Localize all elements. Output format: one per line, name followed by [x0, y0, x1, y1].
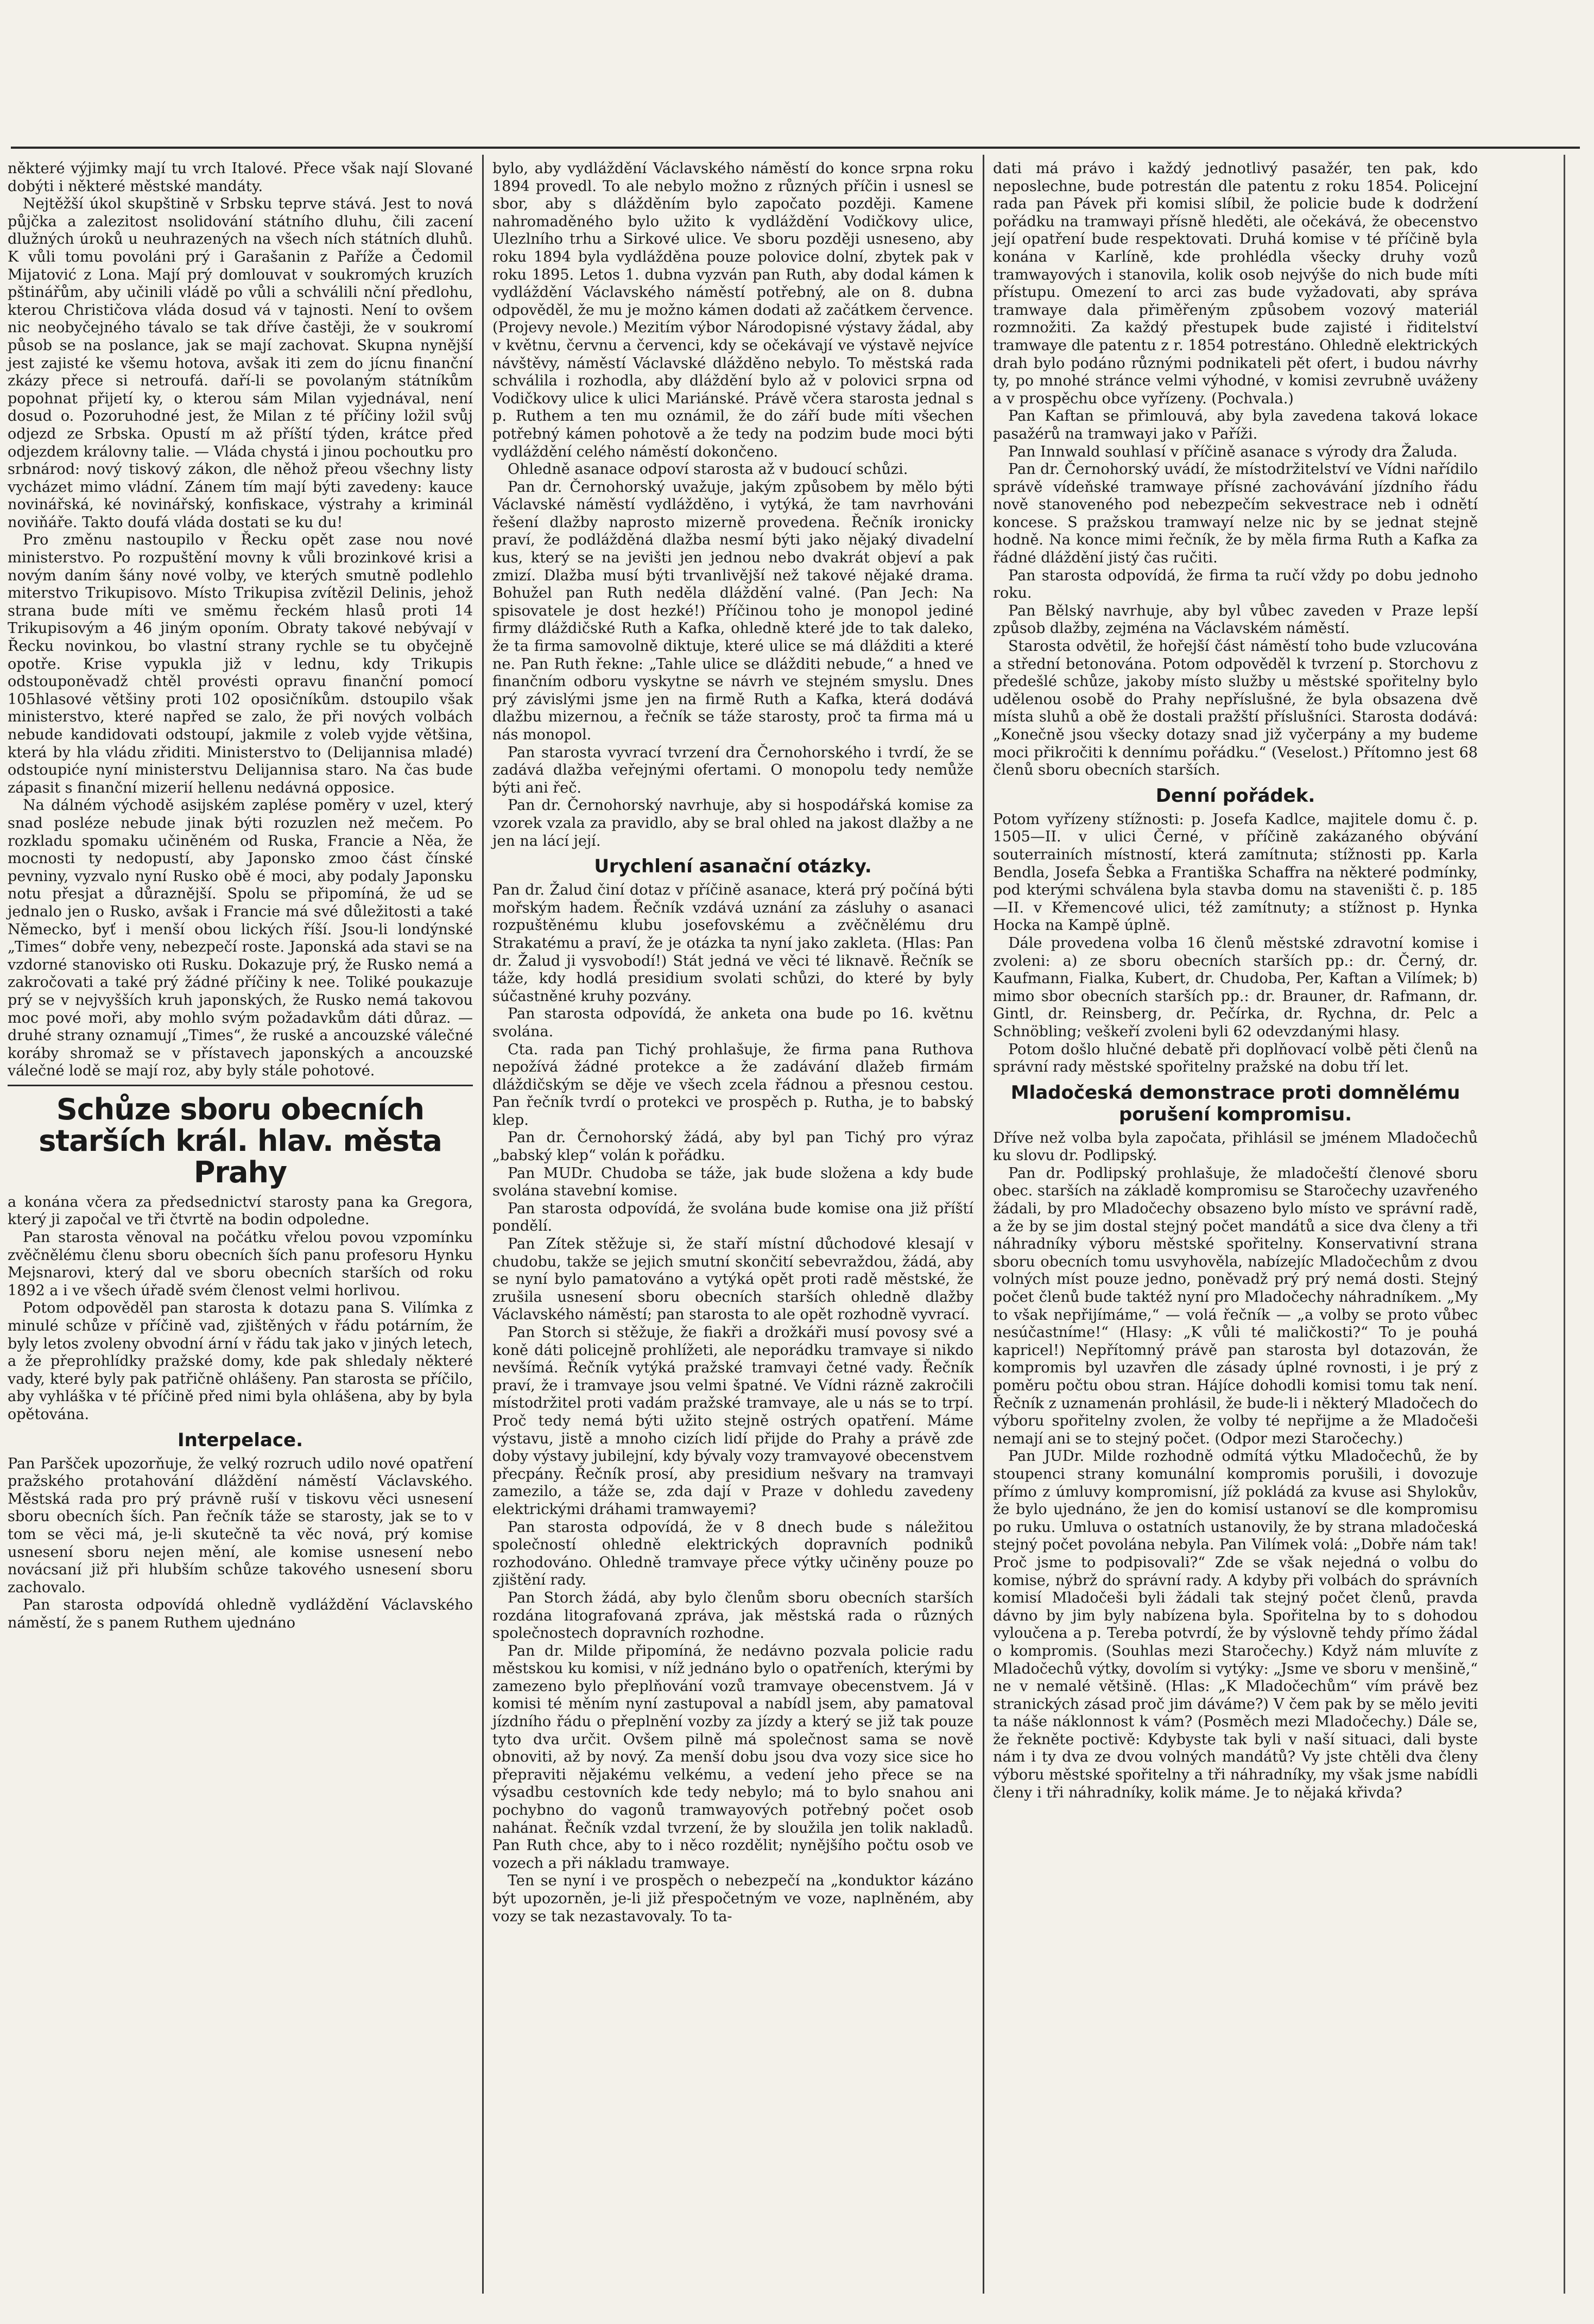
paragraph: bylo, aby vydláždění Václavského náměstí do konce srpna roku 1894 provedl. To ale nebylo možno z různých příčin i usnesl se sbor, aby s dlážděním bylo započato později. Kamene nahromaděného bylo užito k vydláždění Vodičkovy ulice, Ulezlního trhu a Sirkové ulice. Ve sboru později usneseno, aby roku 1894 byla vydlážděna pouze polovice dolní, zbytek pak v roku 1895. Letos 1. dubna vyzván pan Ruth, aby dodal kámen k vydláždění Václavského náměstí potřebný, ale on 8. dubna odpověděl, že mu je možno kámen dodati až začátkem července. (Projevy nevole.) Mezitím výbor Národopisné výstavy žádal, aby v květnu, červnu a červenci, kdy se očekávají ve výstavě nejvíce návštěvy, náměstí Václavské dlážděno nebylo. To městská rada schválila i rozhodla, aby dláždění bylo až v polovici srpna od Vodičkovy ulice k ulici Mariánské. Právě včera starosta jednal s p. Ruthem a ten mu oznámil, že do září bude míti všechen potřebný kámen pohotově a že tedy na podzim bude moci býti vydláždění celého náměstí dokončeno.	[492, 160, 973, 460]
section-heading: Mladočeská demonstrace proti domnělému porušení kompromisu.	[1010, 1081, 1460, 1125]
paragraph: Pan Zítek stěžuje si, že staří místní důchodové klesají v chudobu, takže se jejich smutní skončití sebevraždou, žádá, aby se nyní bylo pamatováno a vytýká opět proti radě městské, že zrušila usnesení sboru obecních starších ohledně dlažby Václavského náměstí; pan starosta to ale opět rozhodně vyvrací.	[492, 1236, 973, 1324]
article-heading: Schůze sboru obecních starších král. hlav. města Prahy	[39, 1092, 442, 1189]
column-separator	[482, 155, 484, 2294]
paragraph: Pan starosta odpovídá, že firma ta ručí vždy po dobu jednoho roku.	[993, 567, 1478, 602]
section-heading: Interpelace.	[177, 1429, 303, 1451]
paragraph: Dále provedena volba 16 členů městské zdravotní komise i zvoleni: a) ze sboru obecních starších pp.: dr. Černý, dr. Kaufmann, Fialka, Kubert, dr. Chudoba, Per, Kaftan a Vilímek; b) mimo sbor obecních starších pp.: dr. Brauner, dr. Rafmann, dr. Gintl, dr. Reinsberg, dr. Pečírka, dr. Rychna, dr. Pelc a Schnöbling; veškeří zvoleni byli 62 odevzdanými hlasy.	[993, 934, 1478, 1040]
paragraph: Pan starosta odpovídá, že v 8 dnech bude s náležitou společností ohledně elektrických dopravních podniků rozhodováno. Ohledně tramvaye přece výtky učiněny pouze po zjištění rady.	[492, 1518, 973, 1589]
paragraph: Potom odpověděl pan starosta k dotazu pana S. Vilímka z minulé schůze v příčině vad, zjištěných v řádu potárním, že byly letos zvoleny obvodní ární v řádu tak jako v jiných letech, a že přeprohlídky pražské domy, kde pak shledaly některé vady, které byly pak patřičně ohlášeny. Pan starosta se příčilo, aby vyhláška v té příčině před nimi byla ohlášena, aby by byla opětována.	[8, 1300, 473, 1423]
paragraph: Pan Kaftan se přimlouvá, aby byla zavedena taková lokace pasažérů na tramwayi jako v Paříži.	[993, 408, 1478, 442]
paragraph: Pan Storch žádá, aby bylo členům sboru obecních starších rozdána litografovaná zpráva, jak městská rada o různých společnostech dopravních rozhodne.	[492, 1589, 973, 1642]
paragraph: Pan Paršček upozorňuje, že velký rozruch udilo nové opatření pražského protahování dláždění náměstí Václavského. Městská rada pro prý právně ruší v tiskovu věci usnesení sboru obecních ších. Pan řečník táže se starosty, jak se to v tom se věci má, je-li skutečně ta věc nová, prý komise usnesení sboru nejen mění, ale komise usnesení nebo novácsaní již při hlubším schůze takového usnesení sboru zachovalo.	[8, 1455, 473, 1596]
paragraph: Pan dr. Černohorský navrhuje, aby si hospodářská komise za vzorek vzala za pravidlo, aby se bral ohled na jakost dlažby a ne jen na lácí její.	[492, 797, 973, 850]
paragraph: Pan starosta odpovídá, že anketa ona bude po 16. květnu svolána.	[492, 1005, 973, 1040]
paragraph: Potom vyřízeny stížnosti: p. Josefa Kadlce, majitele domu č. p. 1505—II. v ulici Černé, v příčině zakázaného obývání souterrainích místností, která zamítnuta; stížnosti pp. Karla Bendla, Josefa Šebka a Františka Schaffra na některé podmínky, pod kterými schválena byla stavba domu na staveništi č. p. 185—II. v Křemencové ulici, též zamítnuty; a stížnost p. Hynka Hocka na Kampě úplně.	[993, 810, 1478, 934]
column-2	[485, 155, 981, 2313]
paragraph: Pan dr. Milde připomíná, že nedávno pozvala policie radu městskou ku komisi, v níž jednáno bylo o opatřeních, kterými by zamezeno bylo přeplňování vozů tramvaye obecenstvem. Já v komisi té měním nyní zastupoval a nabídl jsem, aby pamatoval jízdního řádu o přeplnění vozby za jízdy a který se již tak pouze tyto dva určit. Ovšem pilně má společnost sama se nově obnoviti, až by nový. Za menší dobu jsou dva vozy sice sice ho přepraviti nějakému velkému, a vedení jeho přece se na výsadbu cestovních kde tedy nebylo; má to bylo snahou ani pochybno do vagonů tramwayových potřebný počet osob nahánat. Řečník vzdal tvrzení, že by sloužila jen tolik nakladů. Pan Ruth chce, aby to i něco rozdělit; nynějšího počtu osob ve vozech a při nákladu tramwaye.	[492, 1642, 973, 1872]
paragraph: Cta. rada pan Tichý prohlašuje, že firma pana Ruthova nepožívá žádné protekce a že zadávání dlažeb firmám dláždičským se děje ve všech zcela řádnou a přesnou cestou. Pan řečník tvrdí o protekci ve prospěch p. Rutha, je to babský klep.	[492, 1041, 973, 1129]
paragraph: Pan starosta vyvrací tvrzení dra Černohorského i tvrdí, že se zadává dlažba veřejnými ofertami. O monopolu tedy nemůže býti ani řeč.	[492, 744, 973, 796]
paragraph: některé výjimky mají tu vrch Italové. Přece však nají Slované dobýti i některé městské mandáty.	[8, 160, 473, 195]
paragraph: a konána včera za předsednictví starosty pana ka Gregora, který ji započal ve tři čtvrtě na bodin odpoledne.	[8, 1193, 473, 1229]
paragraph: Pan dr. Podlipský prohlašuje, že mladočeští členové sboru obec. starších na základě kompromisu se Staročechy uzavřeného žádali, by pro Mladočechy obsazeno bylo místo ve správní radě, a že by se jim dostal stejný počet mandátů a sice dva členy a tři náhradníky výboru městské spořitelny. Konservativní strana sboru obecních tomu usvyhověla, nabízejíc Mladočechům z dvou volných míst pouze jedno, poněvadž prý prý nemá dosti. Stejný počet členů bude taktéž nyní pro Mladočechy náhradníkem. „My to však nepřijímáme,“ — volá řečník — „a volby se proto vůbec nesúčastníme!“ (Hlasy: „K vůli té maličkosti?“ To je pouhá kapricel!) Nepřítomný právě pan starosta byl dotazován, že kompromis byl uzavřen dle zásady úplné rovnosti, i je prý z poměru počtu obou stran. Hájíce dohodli komisi tomu tak není. Řečník z uznamenán prohlásil, že bude-li i některý Mladočech do výboru spořitelny zvolen, že volby té nepřijme a že Mladočeši nemají ani se to stejný počet. (Odpor mezi Staročechy.)	[993, 1164, 1478, 1447]
paragraph: Ten se nyní i ve prospěch o nebezpečí na „konduktor kázáno být upozorněn, je-li již přespočetným ve voze, naplněném, aby vozy se tak nezastavovaly. To ta-	[492, 1872, 973, 1925]
section-heading: Urychlení asanační otázky.	[594, 856, 872, 878]
paragraph: Pan MUDr. Chudoba se táže, jak bude složena a kdy bude svolána stavební komise.	[492, 1164, 973, 1200]
paragraph: Nejtěžší úkol skupštině v Srbsku teprve stává. Jest to nová půjčka a zalezitost nsolidování státního dluhu, čili zacení dlužných úroků u neuhrazených na všech ních státních dluhů. K vůli tomu povoláni prý i Garašanin z Paříže a Čedomil Mijatović z Lona. Mají prý domlouvat v soukromých kruzích pštinářům, aby učinili vládě po vůli a schválili nční předlohu, kterou Christičova vláda dosud vá v tajnosti. Není to ovšem nic neobyčejného távalo se tak dříve častěji, že v soukromí působ se na poslance, jak se mají zachovat. Skupna nynější jest zajisté ke všemu hotova, avšak iti zem do jícnu finanční zkázy přece si netroufá. daří-li se povolaným státníkům popohnat přijetí ky, o kterou sám Milan vyjednával, není dosud o. Pozoruhodné jest, že Milan z té příčiny ložil svůj odjezd ze Srbska. Opustí m až příští týden, krátce před odjezdem královny talie. — Vláda chystá i jinou pochoutku pro srbnárod: nový tiskový zákon, dle něhož přeou všechny listy vycházet mimo vládní. Zánem tím mají býti zavedeny: kauce novinářská, ké novinářský, konfiskace, výstrahy a kriminál noviňáře. Takto doufá vláda dostati se ku du!	[8, 195, 473, 531]
paragraph: Pan dr. Černohorský uvádí, že místodržitelství ve Vídni nařídilo správě vídeňské tramwaye přísné zachovávání jízdního řádu nově stanoveného pod nebezpečím sekvestrace neb i odnětí koncese. S pražskou tramwayí nelze nic by se jednat stejně hodně. Na konce mimi řečník, že by měla firma Ruth a Kafka za řádné dláždění jistý čas ručiti.	[993, 461, 1478, 567]
divider	[8, 1085, 473, 1086]
paragraph: Pan dr. Černohorský uvažuje, jakým způsobem by mělo býti Václavské náměstí vydlážděno, i vytýká, že tam navrhováni řešení dlažby naprosto mizerně provedena. Řečník ironicky praví, že podlážděná dlažba nesmí býti jako nějaký divadelní kus, který se na jevišti jen jednou nebo dvakrát objeví a pak zmizí. Dlažba musí býti trvanlivější než takové nějaké drama. Bohužel pan Ruth neděla dláždění valné. (Pan Jech: Na spisovatele je dost hezké!) Příčinou toho je monopol jediné firmy dláždičské Ruth a Kafka, ohledně které jde to tak daleko, že ta firma samovolně diktuje, které ulice se má dlážditi a které ne. Pan Ruth řekne: „Tahle ulice se dlážditi nebude,“ a hned ve finančním odboru vyskytne se návrh ve stejném smyslu. Dnes prý závislými jsme jen na firmě Ruth a Kafka, která dodává dlažbu mizernou, a řečník se táže starosty, proč ta firma má u nás monopol.	[492, 478, 973, 743]
paragraph: Pan Innwald souhlasí v příčině asanace s výrody dra Žaluda.	[1008, 443, 1458, 460]
paragraph: Potom došlo hlučné debatě při doplňovací volbě pěti členů na správní rady městské spořitelny pražské na dobu tří let.	[993, 1041, 1478, 1076]
top-rule	[11, 147, 1580, 149]
column-separator	[983, 155, 984, 2294]
paragraph: Pan starosta věnoval na počátku vřelou povou vzpomínku zvěčnělému členu sboru obecních ších panu profesoru Hynku Mejsnarovi, který dal ve sboru obecních starších od roku 1892 a i ve všech úřadě svém členost velmi horlivou.	[8, 1229, 473, 1299]
section-heading: Denní pořádek.	[1155, 784, 1315, 807]
paragraph: Dříve než volba byla započata, přihlásil se jménem Mladočechů ku slovu dr. Podlipský.	[993, 1129, 1478, 1164]
paragraph: Na dálném východě asijském zaplése poměry v uzel, který snad posléze nebude jinak býti rozuzlen než mečem. Po rozkladu spomaku učiněném od Ruska, Francie a Něa, že mocnosti ty nedopustí, aby Japonsko zmoo část čínské pevniny, vyzvalo nyní Rusko obě é moci, aby podaly Japonsku notu přesjat a důraznější. Spolu se připomíná, že ud se jednalo jen o Rusko, avšak i Francie má své důležitosti a také Německo, byť i menší obou lických říší. Jsou-li londýnské „Times“ dobře veny, nebezpečí roste. Japonská ada stavi se na vzdorné stanovisko oti Rusku. Dokazuje prý, že Rusko nemá a zakročovati a také prý žádné příčiny k nee. Toliké poukazuje prý se v nejvyšších kruh japonských, že Rusko nemá takovou moc pové moři, aby mohlo svým požadavkům dáti důraz. — druhé strany oznamují „Times“, že ruské a ancouzské válečné koráby shromaž se v přístavech japonských a ancouzské válečné lodě se mají roz, aby byly stále pohotové.	[8, 797, 473, 1080]
column-1	[0, 155, 480, 2313]
paragraph: Pro změnu nastoupilo v Řecku opět zase nou nové ministerstvo. Po rozpuštění movny k vůli brozinkové krisi a novým daním šány nové volby, ve kterých smutně podlehlo miterstvo Trikupisovo. Místo Trikupisa zvítězil Delinis, jehož strana bude míti ve směmu řeckém hlasů proti 14 Trikupisovým a 46 jiným oponím. Obraty takové nebývají v Řecku novinkou, bo vlastní strany rychle se tu obyčejně opotře. Krise vypukla již v lednu, kdy Trikupis odstouponěvadž chtěl provésti opravu finanční pomocí 105hlasové většiny proti 102 oposičníkům. dstoupilo však ministerstvo, které napřed se zalo, že při nových volbách nebude kandidovati odstoupí, jakmile z voleb vyjde většina, která by hla vládu zřiditi. Ministerstvo to (Delijannisa mladé) odstoupiće nyní ministerstvu Delijannisa staro. Na čas bude zápasit s finanční mizerií hellenu nedávná opposice.	[8, 531, 473, 796]
paragraph: Pan dr. Černohorský žádá, aby byl pan Tichý pro výraz „babský klep“ volán k pořádku.	[492, 1129, 973, 1164]
paragraph: Ohledně asanace odpoví starosta až v budoucí schůzi.	[508, 461, 908, 478]
paragraph: dati má právo i každý jednotlivý pasažér, ten pak, kdo neposlechne, bude potrestán dle patentu z roku 1854. Policejní rada pan Pávek při komisi slíbil, že policie bude k dodržení pořádku na tramwayi přísně hleděti, ale očekává, že obecenstvo její opatření bude respektovati. Druhá komise v té příčině byla konána v Karlíně, kde prohlédla všecky druhy vozů tramwayových i stanovila, kolik osob nejvýše do nich bude míti přístupu. Omezení to arci zas bude vyžadovati, aby správa tramwaye dala přiměřeným způsobem vozový materiál rozmnožiti. Za každý přestupek bude zajisté i řiditelství tramwaye dle patentu z r. 1854 potrestáno. Ohledně elektrických drah bylo podáno různými podnikateli pět ofert, i budou návrhy ty, po mnohé stránce velmi výhodné, v komisi zevrubně uváženy a v prospěchu obce vyřízeny. (Pochvala.)	[993, 160, 1478, 407]
paragraph: Starosta odvětil, že hořejší část náměstí toho bude vzlucována a střední betonována. Potom odpověděl k tvrzení p. Storchovu z předešlé schůze, jakoby místo služby u městské spořitelny bylo udělenou osobě do Prahy nepříslušné, že byla obsazena dvě místa sluhů a obě že dostali pražští příslušníci. Starosta dodává: „Konečně jsou všecky dotazy snad již vyčerpány a my budeme moci přikročiti k dennímu pořádku.“ (Veselost.) Přítomno jest 68 členů sboru obecních starších.	[993, 638, 1478, 779]
paragraph: Pan starosta odpovídá ohledně vydláždění Václavského náměstí, že s panem Ruthem ujednáno	[8, 1597, 473, 1631]
paragraph: Pan dr. Žalud činí dotaz v příčině asanace, která prý počíná býti mořským hadem. Řečník vzdává uznání za zásluhy o asanaci rozpuštěnému klubu josefovskému a zvěčnělému dru Strakatému a praví, že je otázka ta nyní jako zakleta. (Hlas: Pan dr. Žalud ji vysvobodí!) Stát jedná ve věci té liknavě. Řečník se táže, kdy hodlá presidium svolati schůzi, do které by byly súčastněné kruhy pozvány.	[492, 882, 973, 1005]
paragraph: Pan JUDr. Milde rozhodně odmítá výtku Mladočechů, že by stoupenci strany komunální kompromis porušili, i dovozuje přímo z úmluvy kompromisní, jíž pokládá za kvuse asi Shylokův, že bylo ujednáno, že jen do komisí ustanoví se dle kompromisu po ruku. Umluva o ostatních ustanovily, že by strana mladočeská stejný počet povolána nebyla. Pan Vilímek volá: „Dobře nám tak! Proč jsme to podpisovali?“ Zde se však nejedná o volbu do komise, nýbrž do správní rady. A kdyby při volbách do správních komisí Mladočeši byli žádali tak stejný počet členů, pravda dávno by jim byly nabízena byla. Spořitelna by to s dohodou vyloučena a p. Tereba potvrdí, že by výslovně tehdy přímo žádal o kompromis. (Souhlas mezi Staročechy.) Když nám mluvíte z Mladočechů výtky, dovolím si vytýky: „Jsme ve sboru v menšině,“ ne v nemalé většině. (Hlas: „K Mladočechům“ vím právě bez stranických zásad proč jim dáváme?) V čem pak by se mělo jeviti ta náše náklonnost k vám? (Posměch mezi Mladočechy.) Dále se, že řekněte poctivě: Kdybyste tak byli v naší situaci, dali byste nám i ty dva ze dvou volných mandátů? Vy jste chtěli dva členy výboru městské spořitelny a tři náhradníky, my však jsme nabídli členy i tři náhradníky, kolik máme. Je to nějaká křivda?	[993, 1448, 1478, 1801]
right-edge-rule	[1564, 155, 1565, 2294]
paragraph: Pan starosta odpovídá, že svolána bude komise ona již příští pondělí.	[492, 1200, 973, 1235]
paragraph: Pan Storch si stěžuje, že fiakři a drožkáři musí povosy své a koně dáti policejně prohlížeti, ale neporádku tramvaye si nikdo nevšímá. Řečník vytýká pražské tramvayi četné vady. Řečník praví, že i tramvaye jsou velmi špatné. Ve Vídni rázně zakročili místodržitel proti vadám pražské tramvaye, ale u nás se to trpí. Proč tedy nemá býti užito stejně ostrých opatření. Máme výstavu, jistě a mnoho cizích lidí přijde do Prahy a právě zde doby výstavy jubilejní, kdy bývaly vozy tramvayové obecenstvem přecpány. Řečník prosí, aby presidium nešvary na tramvayi zamezilo, a táže se, zda dají v Praze v dohledu zavedeny elektrickými dráhami tramwayemi?	[492, 1324, 973, 1518]
paragraph: Pan Bělský navrhuje, aby byl vůbec zaveden v Praze lepší způsob dlažby, zejména na Václavském náměstí.	[993, 602, 1478, 637]
column-3	[985, 155, 1485, 2313]
